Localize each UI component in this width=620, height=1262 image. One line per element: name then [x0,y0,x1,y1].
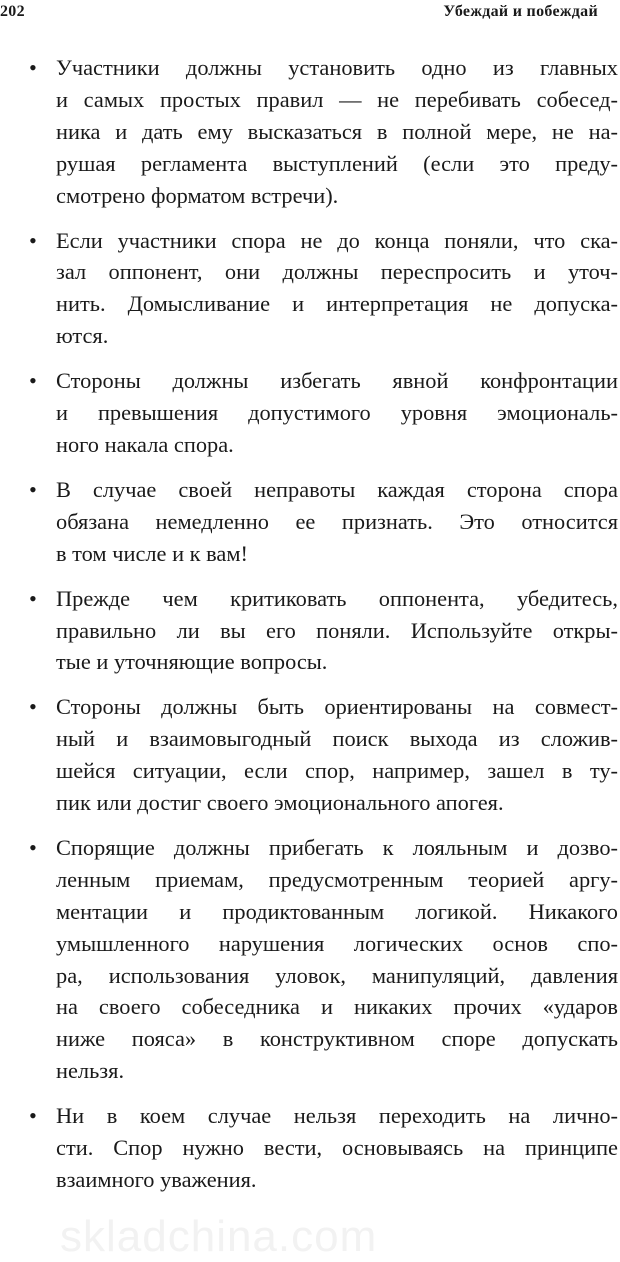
bullet-icon: • [29,476,37,502]
bullet-item [0,583,620,679]
text-line: правильно ли вы его поняли. Используйте откры- [56,617,618,643]
text-line: ный и взаимовыгодный поиск выхода из сложив- [56,726,618,752]
text-line: ра, использования уловок, манипуляций, давления [56,962,618,988]
text-line: умышленного нарушения логических основ спо- [56,930,618,956]
text-line: нельзя. [56,1058,125,1084]
bullet-icon: • [29,694,37,720]
text-line: тые и уточняющие вопросы. [56,649,328,675]
page-number: 202 [0,3,25,20]
text-line: и самых простых правил — не перебивать собесед- [56,86,618,112]
text-line: Спорящие должны прибегать к лояльным и дозво- [56,834,618,860]
text-line: нить. Домысливание и интерпретация не допуска- [56,291,618,317]
text-line: обязана немедленно ее признать. Это относится [56,508,618,534]
bullet-icon: • [29,834,37,860]
text-line: Если участники спора не до конца поняли, что ска- [56,227,618,253]
text-line: Стороны должны избегать явной конфронтации [56,368,618,394]
text-line: сти. Спор нужно вести, основываясь на принципе [56,1135,618,1161]
bullet-item [0,225,620,353]
text-line: В случае своей неправоты каждая сторона спора [56,476,618,502]
bullet-icon: • [29,55,37,80]
text-line: ленным приемам, предусмотренным теорией аргу- [56,866,618,892]
bullet-item [0,474,620,570]
text-line: шейся ситуации, если спор, например, зашел в ту- [56,758,618,784]
bullet-item [0,1100,620,1196]
text-line: Ни в коем случае нельзя переходить на лично- [56,1103,618,1129]
bullet-icon: • [29,227,37,253]
text-line: ника и дать ему высказаться в полной мере, не на- [56,118,618,144]
text-line: Стороны должны быть ориентированы на совмест- [56,694,618,720]
bullet-item [0,691,620,819]
bullet-icon: • [29,585,37,611]
text-line: ного накала спора. [56,431,234,457]
text-line: взаимного уважения. [56,1167,257,1192]
bullet-list [0,52,620,1209]
text-line: ются. [56,323,109,349]
bullet-item [0,832,620,1087]
text-line: смотрено форматом встречи). [56,182,339,208]
text-line: пик или достиг своего эмоционального апогея. [56,790,504,816]
running-title: Убеждай и побеждай [443,3,598,20]
text-line: Прежде чем критиковать оппонента, убедитесь, [56,585,618,611]
text-line: рушая регламента выступлений (если это преду- [56,150,618,176]
text-line: ниже пояса» в конструктивном споре допускать [56,1026,618,1052]
bullet-item [0,52,620,212]
text-line: в том числе и к вам! [56,540,248,566]
text-line: и превышения допустимого уровня эмоциональ- [56,400,618,426]
text-line: зал оппонент, они должны переспросить и уточ- [56,259,618,285]
text-line: на своего собеседника и никаких прочих «ударов [56,994,618,1020]
text-line: Участники должны установить одно из главных [56,55,618,80]
text-line: ментации и продиктованным логикой. Никакого [56,898,618,924]
bullet-item [0,365,620,461]
watermark: skladchina.com [60,1212,378,1261]
bullet-icon: • [29,368,37,394]
page-header [0,0,600,30]
bullet-icon: • [29,1103,37,1129]
